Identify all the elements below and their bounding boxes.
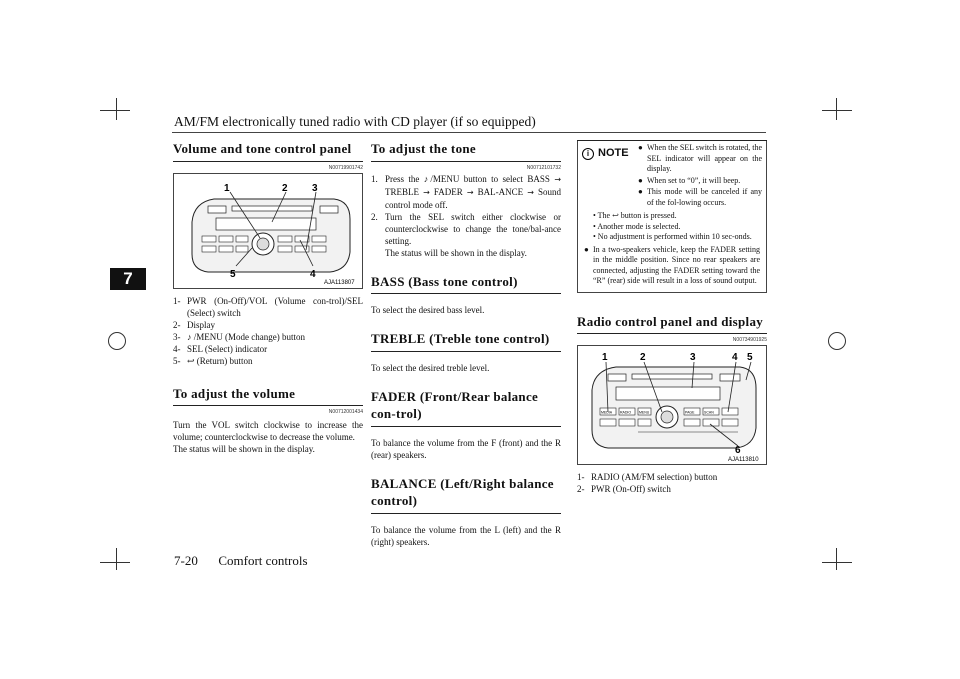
- body-text: The status will be shown in the display.: [173, 444, 315, 455]
- list-item: 3- ♪ /MENU (Mode change) button: [173, 331, 305, 342]
- section-heading: BALANCE (Left/Right balance control): [371, 475, 561, 514]
- callout-label: 5: [230, 268, 236, 280]
- page-footer: [174, 553, 308, 569]
- registration-mark: [828, 332, 846, 350]
- callout-label: 2: [282, 182, 288, 194]
- list-item: 2- Display: [173, 319, 215, 330]
- radio-unit-illustration: [174, 174, 362, 288]
- button-label: PAGE: [685, 410, 695, 415]
- music-note-icon: ♪: [423, 173, 431, 184]
- registration-mark: [108, 332, 126, 350]
- note-subitem: • The ↩ button is pressed.: [593, 211, 677, 220]
- page-number: 7-20: [174, 553, 198, 568]
- list-item: 2- PWR (On-Off) switch: [577, 484, 671, 495]
- crop-mark: [836, 548, 837, 570]
- volume-panel-figure: [173, 173, 363, 289]
- body-text: To balance the volume from the L (left) and the R (right) speakers.: [371, 524, 561, 547]
- figure-code: AJA113810: [728, 457, 759, 464]
- music-note-icon: ♪: [187, 331, 192, 342]
- note-bullet: ● When set to “0”, it will beep.: [638, 175, 741, 185]
- item-list: [577, 471, 767, 495]
- body-text: To select the desired bass level.: [371, 305, 485, 316]
- radio-unit-illustration: [578, 346, 766, 464]
- callout-label: 4: [310, 268, 316, 280]
- crop-mark: [822, 562, 852, 563]
- body-text: To select the desired treble level.: [371, 362, 490, 373]
- column-right: [577, 140, 767, 495]
- section-name: Comfort controls: [218, 553, 308, 568]
- radio-panel-figure: [577, 345, 767, 465]
- callout-label: 5: [747, 352, 753, 364]
- section-heading: To adjust the tone: [371, 140, 561, 162]
- button-label: SCAN: [704, 410, 714, 415]
- note-subitem: • Another mode is selected.: [593, 221, 681, 231]
- note-bullet: ● When the SEL switch is rotated, the SEL indicator will appear on the display.: [638, 143, 763, 173]
- callout-label: 2: [640, 352, 646, 364]
- section-heading: To adjust the volume: [173, 385, 363, 407]
- body-text: Turn the VOL switch clockwise to increase the volume; counterclockwise to decrease the volume.: [173, 420, 363, 443]
- list-item: 4- SEL (Select) indicator: [173, 343, 268, 354]
- list-item: 1- RADIO (AM/FM selection) button: [577, 472, 718, 483]
- note-label: i NOTE: [582, 143, 638, 209]
- crop-mark: [100, 562, 130, 563]
- section-code: N00712001434: [328, 409, 363, 416]
- item-list: [173, 295, 363, 367]
- callout-label: 1: [602, 352, 608, 364]
- figure-code: AJA113807: [324, 279, 355, 286]
- note-subitem: • No adjustment is performed within 10 sec-onds.: [593, 232, 752, 241]
- list-item: 1- PWR (On-Off)/VOL (Volume con-trol)/SEL (Select) switch: [173, 295, 363, 318]
- section-heading: Radio control panel and display: [577, 313, 767, 335]
- section-code: N00719901742: [328, 164, 363, 171]
- crop-mark: [116, 548, 117, 570]
- callout-label: 3: [690, 352, 696, 364]
- body-text: To balance the volume from the F (front) and the R (rear) speakers.: [371, 437, 561, 460]
- note-bullet: ● This mode will be canceled if any of the fol-lowing occurs.: [638, 187, 762, 207]
- callout-label: 6: [735, 445, 741, 457]
- button-label: MEDIA: [601, 410, 613, 415]
- page-header-title: AM/FM electronically tuned radio with CD player (if so equipped): [174, 114, 536, 129]
- callout-label: 3: [312, 182, 318, 194]
- chapter-tab: 7: [110, 268, 146, 290]
- column-middle: [371, 140, 561, 548]
- section-code: N00712101732: [526, 164, 561, 171]
- button-label: MENU: [639, 410, 650, 415]
- callout-label: 4: [732, 352, 738, 364]
- crop-mark: [100, 110, 130, 111]
- section-heading: Volume and tone control panel: [173, 140, 363, 162]
- crop-mark: [116, 98, 117, 120]
- section-heading: BASS (Bass tone control): [371, 273, 561, 295]
- note-bullet: ● In a two-speakers vehicle, keep the FADER setting in the middle position. Since no rear speakers are connected, adjusting the FADER setting toward the “R” (rear) side will result in a loss of sound output.: [584, 244, 760, 285]
- crop-mark: [822, 110, 852, 111]
- note-box: [577, 141, 767, 293]
- list-item: 5- ↩ (Return) button: [173, 355, 253, 366]
- step-item: 1. Press the ♪/MENU button to select BASS → TREBLE → FADER → BAL-ANCE → Sound control mode off.: [371, 173, 562, 210]
- section-heading: FADER (Front/Rear balance con-trol): [371, 388, 561, 427]
- button-label: RADIO: [620, 410, 632, 415]
- column-left: [173, 140, 363, 455]
- return-icon: ↩: [612, 211, 619, 220]
- header-rule: [172, 132, 766, 133]
- section-code: N00734901925: [732, 337, 767, 344]
- section-heading: TREBLE (Treble tone control): [371, 330, 561, 352]
- callout-label: 1: [224, 182, 230, 194]
- return-icon: ↩: [187, 355, 195, 366]
- step-item: 2. Turn the SEL switch either clockwise or counterclockwise to change the tone/bal-ance setting. The status will be shown in the display.: [371, 211, 561, 258]
- info-icon: i: [582, 148, 594, 160]
- note-content: [638, 143, 762, 209]
- crop-mark: [836, 98, 837, 120]
